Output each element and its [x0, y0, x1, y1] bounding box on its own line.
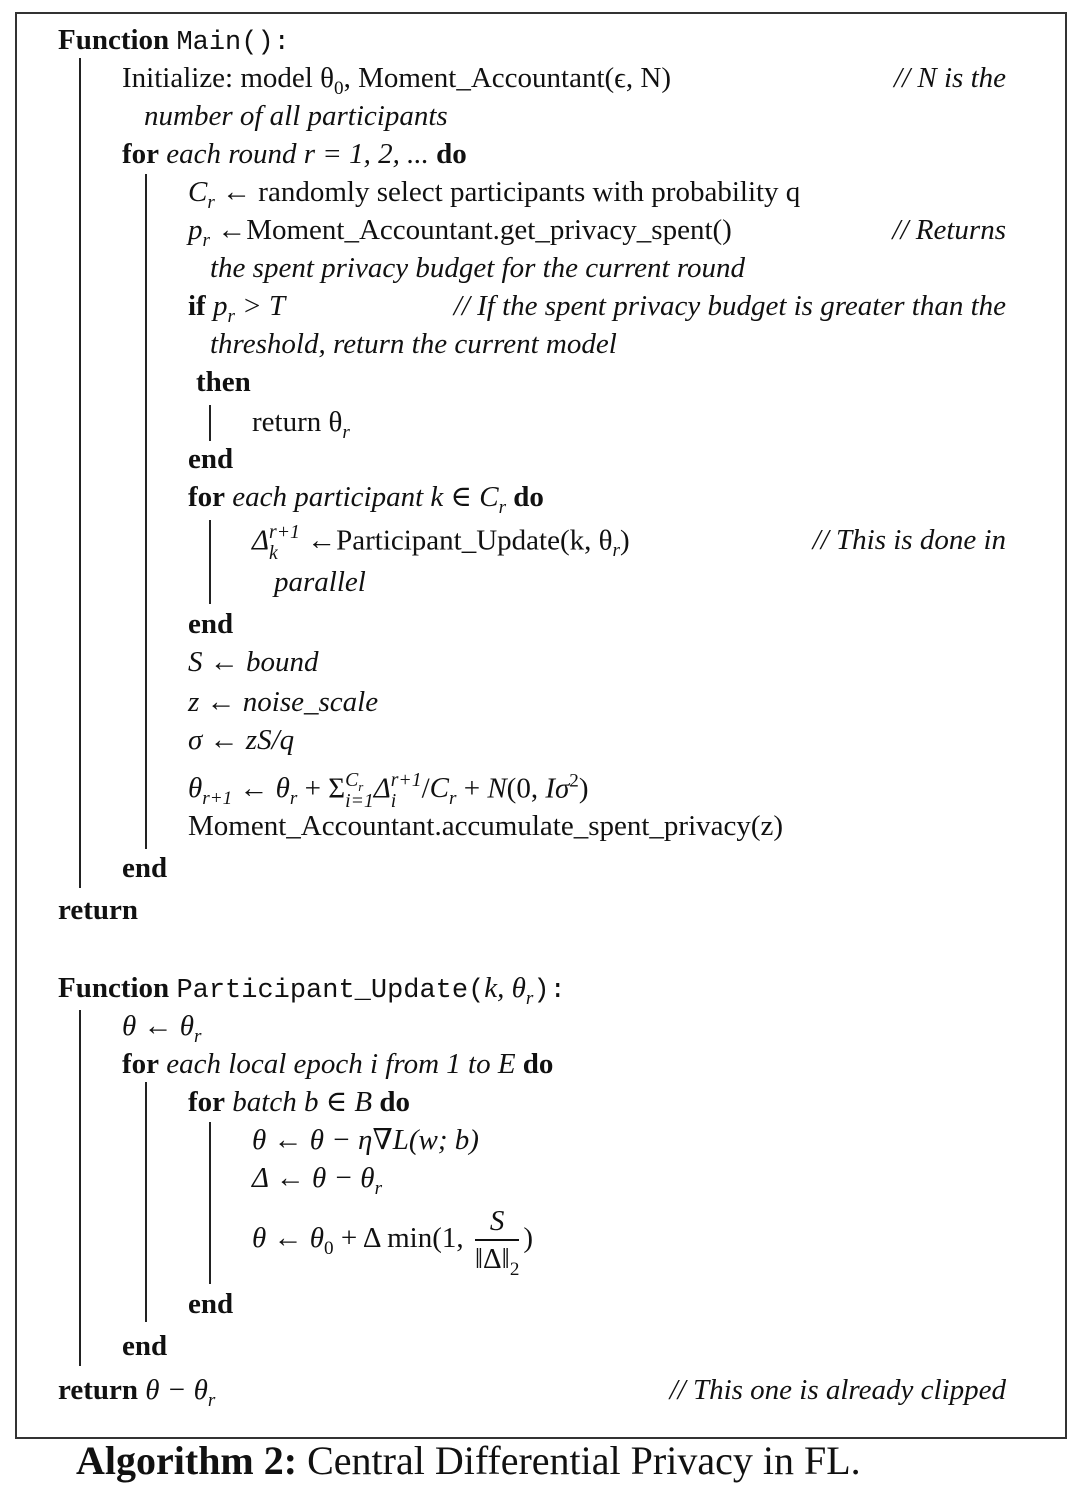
clip-numerator: S — [475, 1203, 520, 1241]
for-epoch-text: each local epoch i from 1 to E — [166, 1048, 516, 1080]
do-keyword-3: do — [522, 1048, 554, 1080]
clip-step-line: θ ← $\theta_0 + \Delta$ min(1, $\frac{S}{‖\Delta‖_2}$ ) — [252, 1205, 534, 1281]
cr-text: ← randomly select participants with probability q — [222, 176, 801, 208]
main-function-header — [58, 22, 290, 61]
clip-fraction: $\frac{S}{‖\Delta‖_2}$ — [474, 1205, 520, 1281]
for-keyword-3: for — [122, 1048, 160, 1080]
theta-init-text: θ ← θ — [122, 1010, 194, 1042]
if-keyword: if — [188, 290, 206, 322]
for-epoch-line — [122, 1046, 553, 1082]
delta-step-text: Δ ← θ − θ — [252, 1162, 375, 1194]
pr-text: ←Moment_Accountant.get_privacy_spent() — [217, 214, 732, 246]
function-keyword-2: Function — [58, 972, 170, 1004]
z-line: z ← noise_scale — [188, 686, 379, 718]
delta-assign-text: ←Participant_Update(k, θ — [307, 524, 613, 557]
return-theta-line: return $\theta_r$ — [252, 406, 350, 443]
init-sub: 0 — [334, 77, 344, 99]
update-function-header: Function Participant_Update(k, $\theta_r$): — [58, 972, 566, 1009]
for-keyword: for — [122, 138, 160, 170]
for-participant-line: for each participant k ∈ $C_r$ do — [188, 481, 544, 518]
end-batch-loop: end — [188, 1288, 234, 1320]
do-keyword-4: do — [379, 1086, 411, 1118]
return-comment: // This one is already clipped — [669, 1374, 1006, 1406]
for-batch-line — [188, 1084, 410, 1120]
init-rest: , Moment_Accountant(ϵ, N) — [343, 62, 672, 94]
init-comment-cont: number of all participants — [144, 100, 448, 132]
epoch-loop-bar — [145, 1082, 147, 1322]
function-name: Main(): — [176, 28, 290, 58]
main-scope-bar — [79, 58, 81, 888]
delta-step-line: Δ ← $\theta - \theta_r$ — [252, 1162, 383, 1199]
clip-left: θ ← θ — [252, 1222, 324, 1254]
privacy-spent-line: $p_r$ ←Moment_Accountant.get_privacy_spent() — [188, 214, 732, 251]
update-function-name: Participant_Update( — [176, 976, 485, 1006]
select-participants-line: $C_r$ ← randomly select participants with probability q — [188, 176, 801, 213]
do-keyword: do — [436, 138, 467, 170]
if-line: if $p_r > T$ — [188, 290, 286, 327]
update-function-close: ): — [533, 976, 566, 1006]
round-loop-bar — [145, 174, 147, 849]
batch-loop-bar — [209, 1122, 211, 1284]
caption-label: Algorithm 2: — [76, 1438, 298, 1483]
caption-text: Central Differential Privacy in FL. — [307, 1438, 861, 1483]
for-keyword-2: for — [188, 481, 226, 513]
end-if: end — [188, 443, 234, 475]
delta-assign-line: Δ r+1 k ←Participant_Update(k, $\theta_r$) — [252, 521, 630, 564]
accumulate-line: Moment_Accountant.accumulate_spent_privacy(z) — [188, 810, 784, 842]
delta-comment: // This is done in — [812, 524, 1006, 556]
update-scope-bar — [79, 1010, 81, 1366]
end-participant-loop: end — [188, 608, 234, 640]
sigma-line: σ ← zS/q — [188, 724, 295, 756]
pr-comment: // Returns — [892, 214, 1006, 246]
clip-close: ) — [523, 1222, 534, 1254]
return-keyword: return — [58, 1374, 139, 1406]
init-comment: // N is the — [894, 62, 1006, 94]
theta-init-line: θ ← $\theta_r$ — [122, 1010, 202, 1047]
for-participant-text: each participant k ∈ C — [232, 481, 499, 513]
update-return-line: return $\theta - \theta_r$ — [58, 1374, 216, 1411]
clip-denominator: ‖Δ‖ — [474, 1243, 510, 1276]
for-round-line — [122, 136, 467, 172]
do-keyword-2: do — [513, 481, 544, 513]
main-return: return — [58, 894, 139, 926]
then-keyword: then — [196, 366, 251, 398]
pr-comment-cont: the spent privacy budget for the current round — [210, 252, 746, 284]
grad-step-line: θ ← θ − η∇L(w; b) — [252, 1124, 479, 1156]
s-line: S ← bound — [188, 646, 319, 678]
update-function-args: k, θ — [484, 972, 526, 1004]
return-theta-text: return θ — [252, 406, 343, 438]
for-round-text: each round r = 1, 2, ... — [166, 138, 429, 170]
for-batch-text: batch b ∈ B — [232, 1086, 373, 1118]
then-bar — [209, 405, 211, 441]
participant-loop-bar — [209, 520, 211, 604]
clip-mid: + Δ min(1, — [333, 1222, 471, 1254]
delta-comment-cont: parallel — [274, 566, 366, 598]
function-keyword: Function — [58, 24, 170, 56]
init-line — [122, 60, 672, 99]
for-keyword-4: for — [188, 1086, 226, 1118]
return-expr: θ − θ — [145, 1374, 208, 1406]
end-round-loop: end — [122, 852, 168, 884]
end-epoch-loop: end — [122, 1330, 168, 1362]
if-comment-cont: threshold, return the current model — [210, 328, 617, 360]
if-comment: // If the spent privacy budget is greater than the — [453, 290, 1006, 322]
algorithm-caption — [76, 1437, 861, 1485]
init-text: Initialize: model θ — [122, 62, 334, 94]
theta-update-line: $\theta_{r+1}$ ← $\theta_r + \Sigma$ $C_r$ i=1 Δ r+1 i $/C_r + N(0$, $I\sigma^2$) — [188, 769, 589, 812]
